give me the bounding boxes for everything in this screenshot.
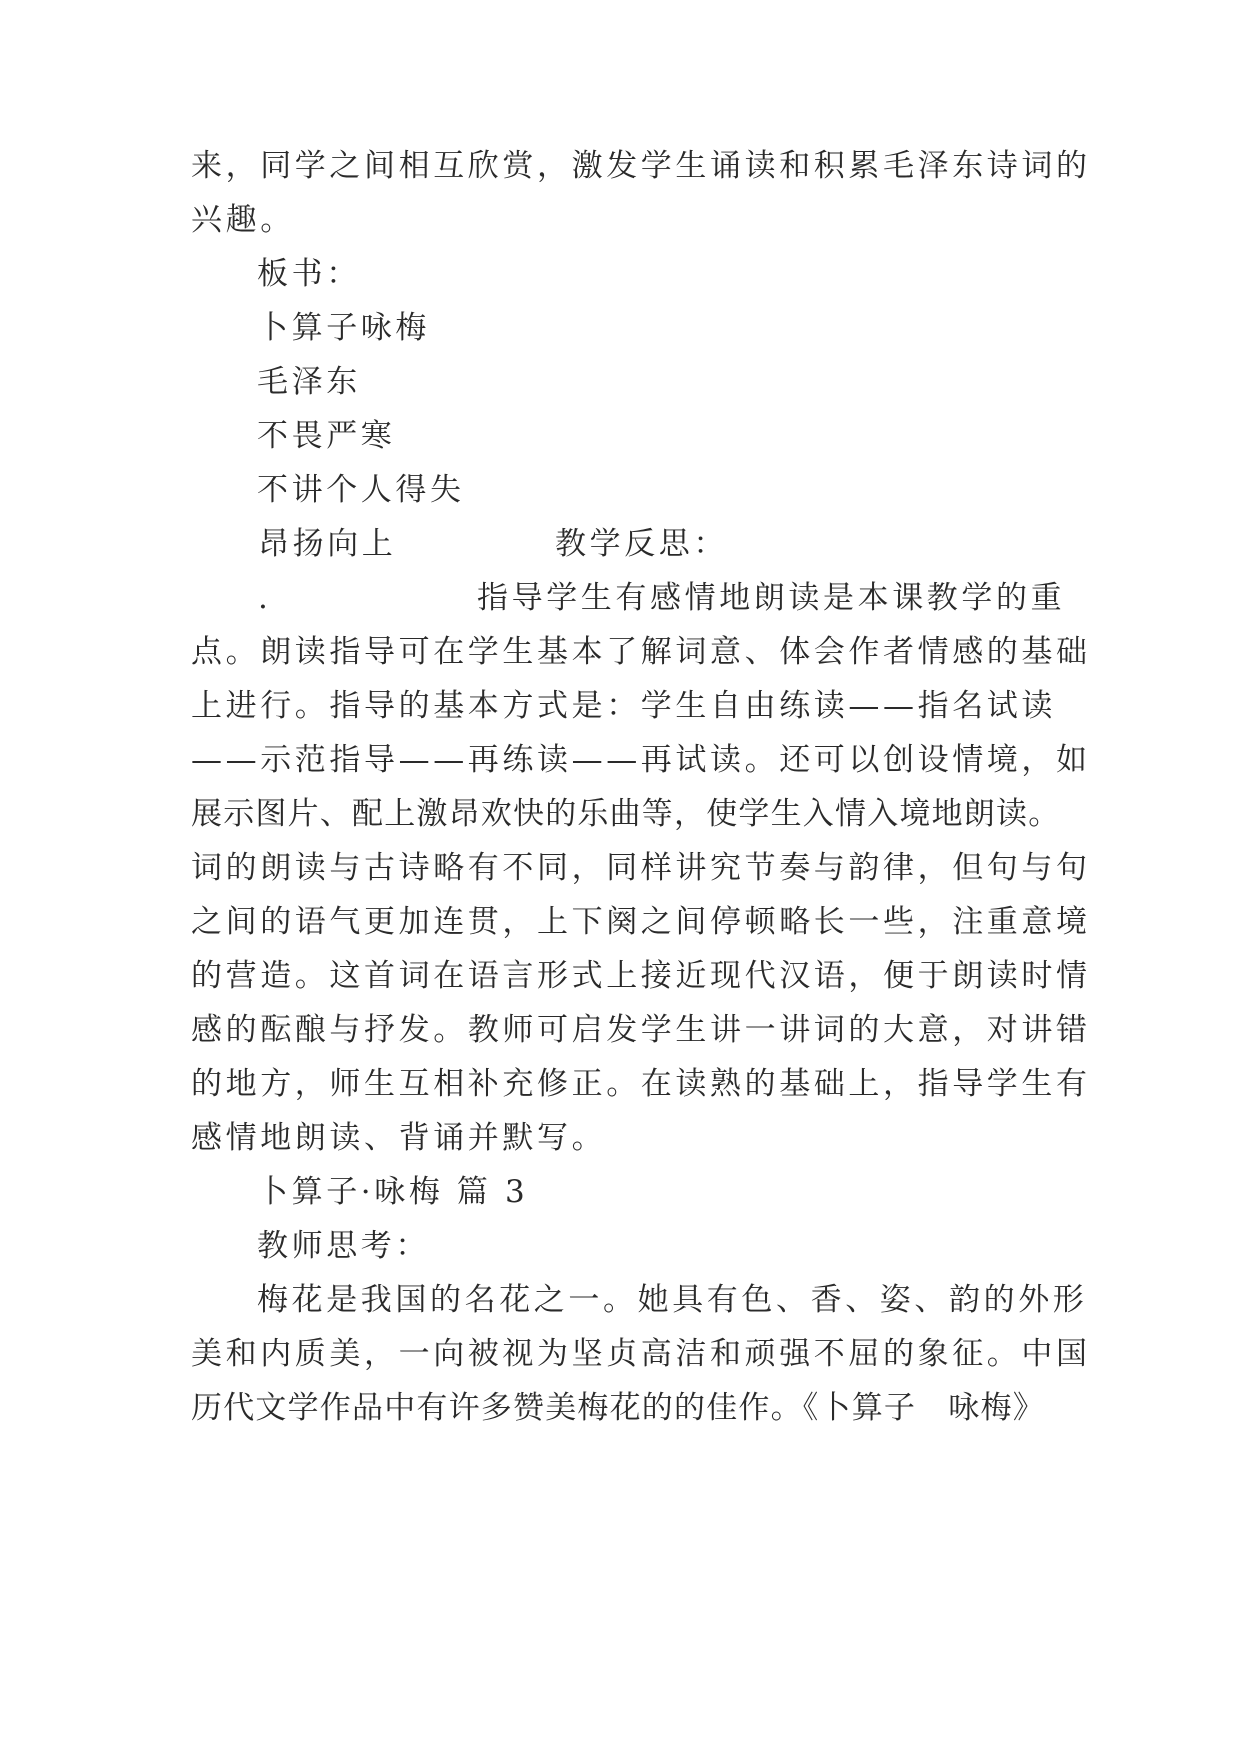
paragraph-line: 之间的语气更加连贯，上下阕之间停顿略长一些，注重意境 <box>191 904 1091 940</box>
paragraph-line: ——示范指导——再练读——再试读。还可以创设情境，如 <box>191 742 1091 778</box>
paragraph-line: 词的朗读与古诗略有不同，同样讲究节奏与韵律，但句与句 <box>191 850 1091 886</box>
paragraph-line: 的营造。这首词在语言形式上接近现代汉语，便于朗读时情 <box>191 958 1091 994</box>
split-line <box>191 515 1051 573</box>
paragraph-line: 点。朗读指导可在学生基本了解词意、体会作者情感的基础 <box>191 634 1091 670</box>
final-line: 历代文学作品中有许多赞美梅花的的佳作。《卜算子 咏梅》 <box>191 1390 1045 1426</box>
board-point: 昂扬向上 <box>258 526 397 562</box>
paragraph-line: 的地方，师生互相补充修正。在读熟的基础上，指导学生有 <box>191 1066 1091 1102</box>
paragraph-line: 感情地朗读、背诵并默写。 <box>191 1120 607 1156</box>
teacher-label: 教师思考： <box>257 1228 430 1264</box>
paragraph-line: 展示图片、配上激昂欢快的乐曲等，使学生入情入境地朗读。 <box>191 796 1061 832</box>
reflection-text: 指导学生有感情地朗读是本课教学的重 <box>477 580 1066 616</box>
text-line: 来，同学之间相互欣赏，激发学生诵读和积累毛泽东诗词的 <box>191 148 1091 184</box>
reflection-heading: 教学反思： <box>555 526 728 562</box>
board-author: 毛泽东 <box>257 364 361 400</box>
final-line: 梅花是我国的名花之一。她具有色、香、姿、韵的外形 <box>257 1282 1088 1318</box>
text-line: 兴趣。 <box>191 202 295 238</box>
dot-line <box>191 569 1066 627</box>
board-point: 不畏严寒 <box>257 418 396 454</box>
board-title: 卜算子咏梅 <box>257 310 430 346</box>
section-title: 卜算子·咏梅 篇 3 <box>257 1174 529 1210</box>
paragraph-line: 上进行。指导的基本方式是：学生自由练读——指名试读 <box>191 688 1056 724</box>
dot-mark: . <box>258 580 272 616</box>
final-line: 美和内质美，一向被视为坚贞高洁和顽强不屈的象征。中国 <box>191 1336 1091 1372</box>
paragraph-line: 感的酝酿与抒发。教师可启发学生讲一讲词的大意，对讲错 <box>191 1012 1091 1048</box>
board-heading: 板书： <box>257 256 361 292</box>
board-point: 不讲个人得失 <box>257 472 465 508</box>
